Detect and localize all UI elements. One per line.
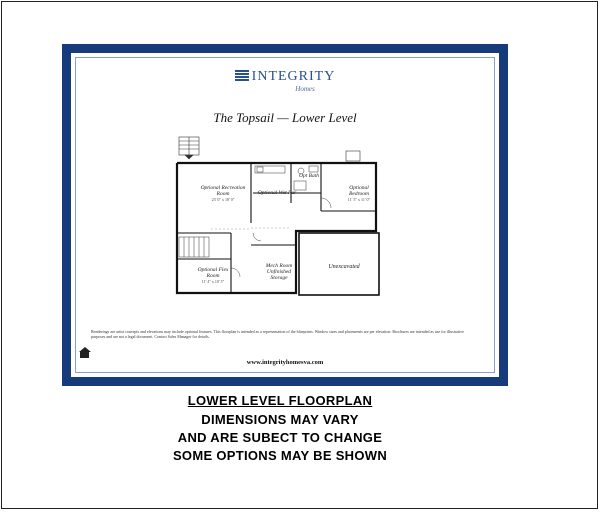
room-label-mech [261, 263, 297, 281]
room-name-bath: Opt Bath [299, 173, 320, 179]
disclaimer-text: Renderings are artist concepts and elevations may include optional features. This floorplan is intended as a representation of the blueprints. Window sizes and placements are per elevation. Brochures are intended as use for illustrative purposes and are not a legal document. Contact Sales Manager for details. [91, 329, 464, 339]
room-label-wet-bar [257, 190, 297, 196]
room-label-recreation [198, 185, 248, 203]
ceiling-lines [211, 228, 291, 229]
room-dims-bedroom: 11' 5" x 11' 0" [347, 197, 371, 202]
room-name-wet-bar: Optional Wet Bar [257, 190, 297, 196]
caption-line-2: DIMENSIONS MAY VARY [201, 412, 359, 427]
caption-line-3: AND ARE SUBECT TO CHANGE [177, 430, 383, 445]
brand-logo [71, 69, 499, 85]
room-name-flex: Optional Flex Room [197, 267, 229, 279]
website-link[interactable]: www.integrityhomesva.com [246, 359, 324, 366]
room-label-bedroom [339, 185, 379, 203]
room-dims-flex: 11' 4" x 10' 5" [201, 279, 225, 284]
room-dims-recreation: 23' 0" x 18' 0" [211, 197, 235, 202]
room-name-recreation: Optional Recreation Room [200, 185, 246, 197]
brand-sub: Homes [295, 85, 315, 93]
room-name-bedroom: Optional Bedroom [349, 185, 369, 197]
chimney [346, 151, 360, 161]
brand-name: INTEGRITY [251, 69, 336, 84]
caption-line-4: SOME OPTIONS MAY BE SHOWN [172, 448, 388, 463]
room-label-flex [193, 267, 233, 285]
room-label-bath [299, 173, 319, 179]
floorplan-frame [62, 44, 508, 386]
caption-title: LOWER LEVEL FLOORPLAN [187, 393, 373, 408]
logo-mark-icon [235, 69, 249, 81]
floorplan-sheet [70, 52, 500, 378]
room-label-unexcavated [309, 264, 379, 270]
deck-stairs [179, 137, 199, 159]
plan-title: The Topsail — Lower Level [213, 110, 357, 125]
room-name-mech: Mech Room Unfinished Storage [265, 263, 293, 281]
room-name-unexcavated: Unexcavated [328, 264, 360, 270]
interior-stairs [179, 237, 209, 257]
